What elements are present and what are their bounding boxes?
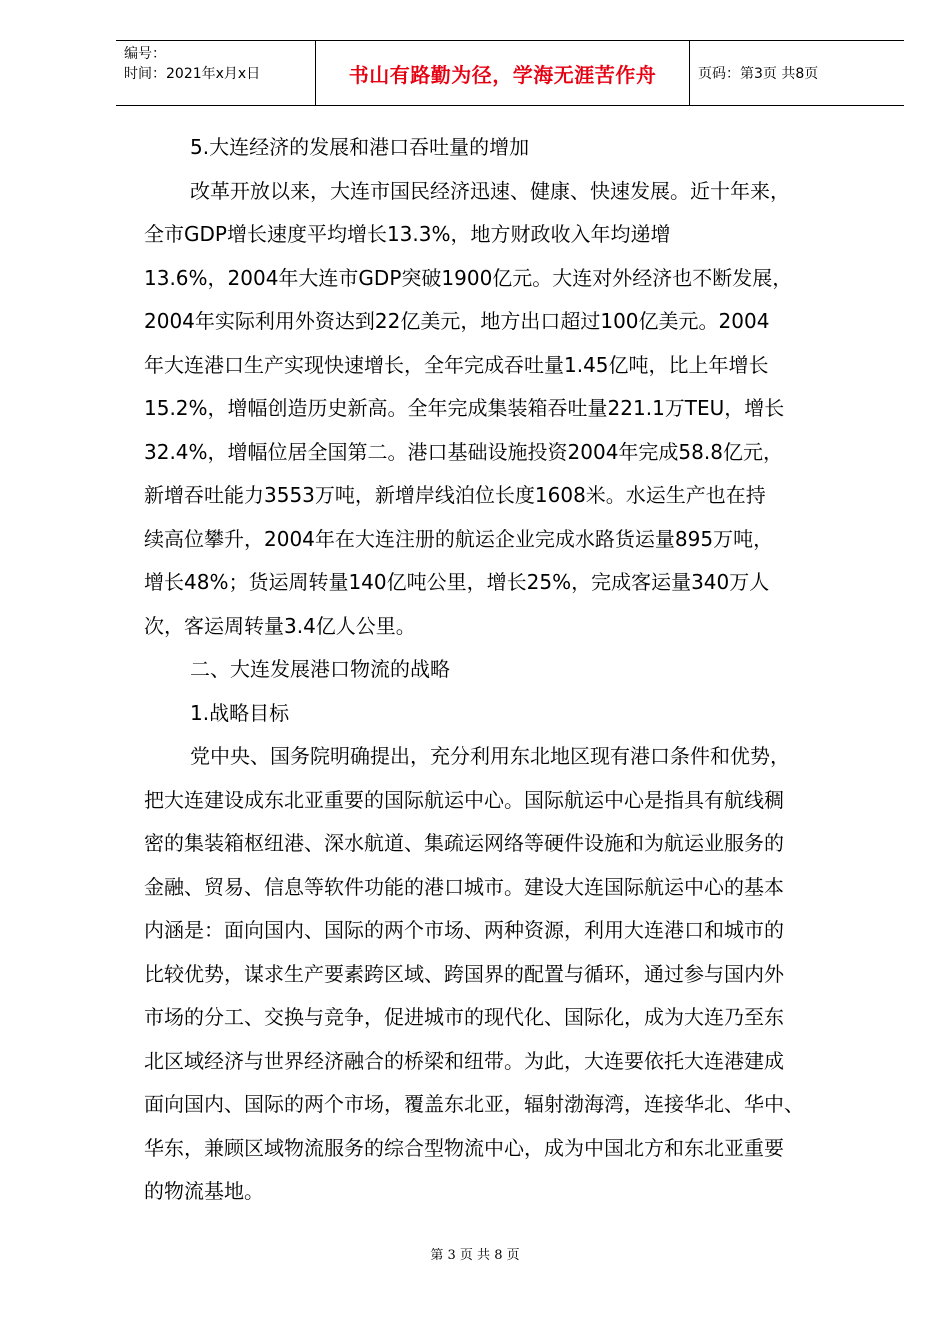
header-meta — [116, 41, 316, 105]
text-line: 15.2%，增幅创造历史新高。全年完成集装箱吞吐量221.1万TEU，增长 — [144, 396, 785, 420]
number-label: 编号： — [124, 46, 166, 62]
text-line: 面向国内、国际的两个市场，覆盖东北亚，辐射渤海湾，连接华北、华中、 — [144, 1092, 804, 1116]
paragraph-strategy — [144, 735, 884, 1214]
text-line: 金融、贸易、信息等软件功能的港口城市。建设大连国际航运中心的基本 — [144, 874, 784, 899]
text-line: 内涵是：面向国内、国际的两个市场、两种资源，利用大连港口和城市的 — [144, 918, 784, 942]
time-label: 时间：2021年x月x日 — [124, 66, 261, 82]
page-header — [116, 40, 904, 106]
text-line: 改革开放以来，大连市国民经济迅速、健康、快速发展。近十年来， — [190, 178, 790, 203]
paragraph-economy — [144, 170, 884, 649]
text-line: 全市GDP增长速度平均增长13.3%，地方财政收入年均递增 — [144, 222, 671, 246]
text-line: 2004年实际利用外资达到22亿美元，地方出口超过100亿美元。2004 — [144, 309, 770, 333]
text-line: 党中央、国务院明确提出，充分利用东北地区现有港口条件和优势， — [190, 744, 790, 768]
header-motto-cell — [316, 41, 690, 105]
text-line: 的物流基地。 — [144, 1179, 264, 1203]
section-heading-strategy: 二、大连发展港口物流的战略 — [190, 657, 450, 681]
footer-page-number: 第 3 页 共 8 页 — [430, 1248, 520, 1263]
header-page-label: 页码：第3页 共8页 — [698, 66, 819, 82]
text-line: 续高位攀升，2004年在大连注册的航运企业完成水路货运量895万吨， — [144, 526, 774, 551]
text-line: 北区域经济与世界经济融合的桥梁和纽带。为此，大连要依托大连港建成 — [144, 1048, 784, 1073]
text-line: 32.4%，增幅位居全国第二。港口基础设施投资2004年完成58.8亿元， — [144, 439, 783, 464]
text-line: 新增吞吐能力3553万吨，新增岸线泊位长度1608米。水运生产也在持 — [144, 483, 766, 507]
text-line: 次，客运周转量3.4亿人公里。 — [144, 613, 416, 638]
heading-economic-growth: 5.大连经济的发展和港口吞吐量的增加 — [190, 135, 530, 159]
header-motto: 书山有路勤为径，学海无涯苦作舟 — [348, 62, 657, 87]
document-body — [144, 126, 884, 1214]
text-line: 市场的分工、交换与竞争，促进城市的现代化、国际化，成为大连乃至东 — [144, 1005, 784, 1029]
text-line: 13.6%，2004年大连市GDP突破1900亿元。大连对外经济也不断发展， — [144, 265, 793, 290]
page-footer — [0, 1244, 950, 1263]
text-line: 比较优势，谋求生产要素跨区域、跨国界的配置与循环，通过参与国内外 — [144, 961, 784, 986]
text-line: 华东，兼顾区域物流服务的综合型物流中心，成为中国北方和东北亚重要 — [144, 1135, 784, 1160]
text-line: 把大连建设成东北亚重要的国际航运中心。国际航运中心是指具有航线稠 — [144, 787, 784, 812]
text-line: 增长48%；货运周转量140亿吨公里，增长25%，完成客运量340万人 — [144, 570, 770, 594]
text-line: 密的集装箱枢纽港、深水航道、集疏运网络等硬件设施和为航运业服务的 — [144, 831, 784, 855]
heading-strategic-goal: 1.战略目标 — [190, 700, 290, 725]
text-line: 年大连港口生产实现快速增长，全年完成吞吐量1.45亿吨，比上年增长 — [144, 352, 769, 377]
header-page-cell — [690, 41, 904, 105]
